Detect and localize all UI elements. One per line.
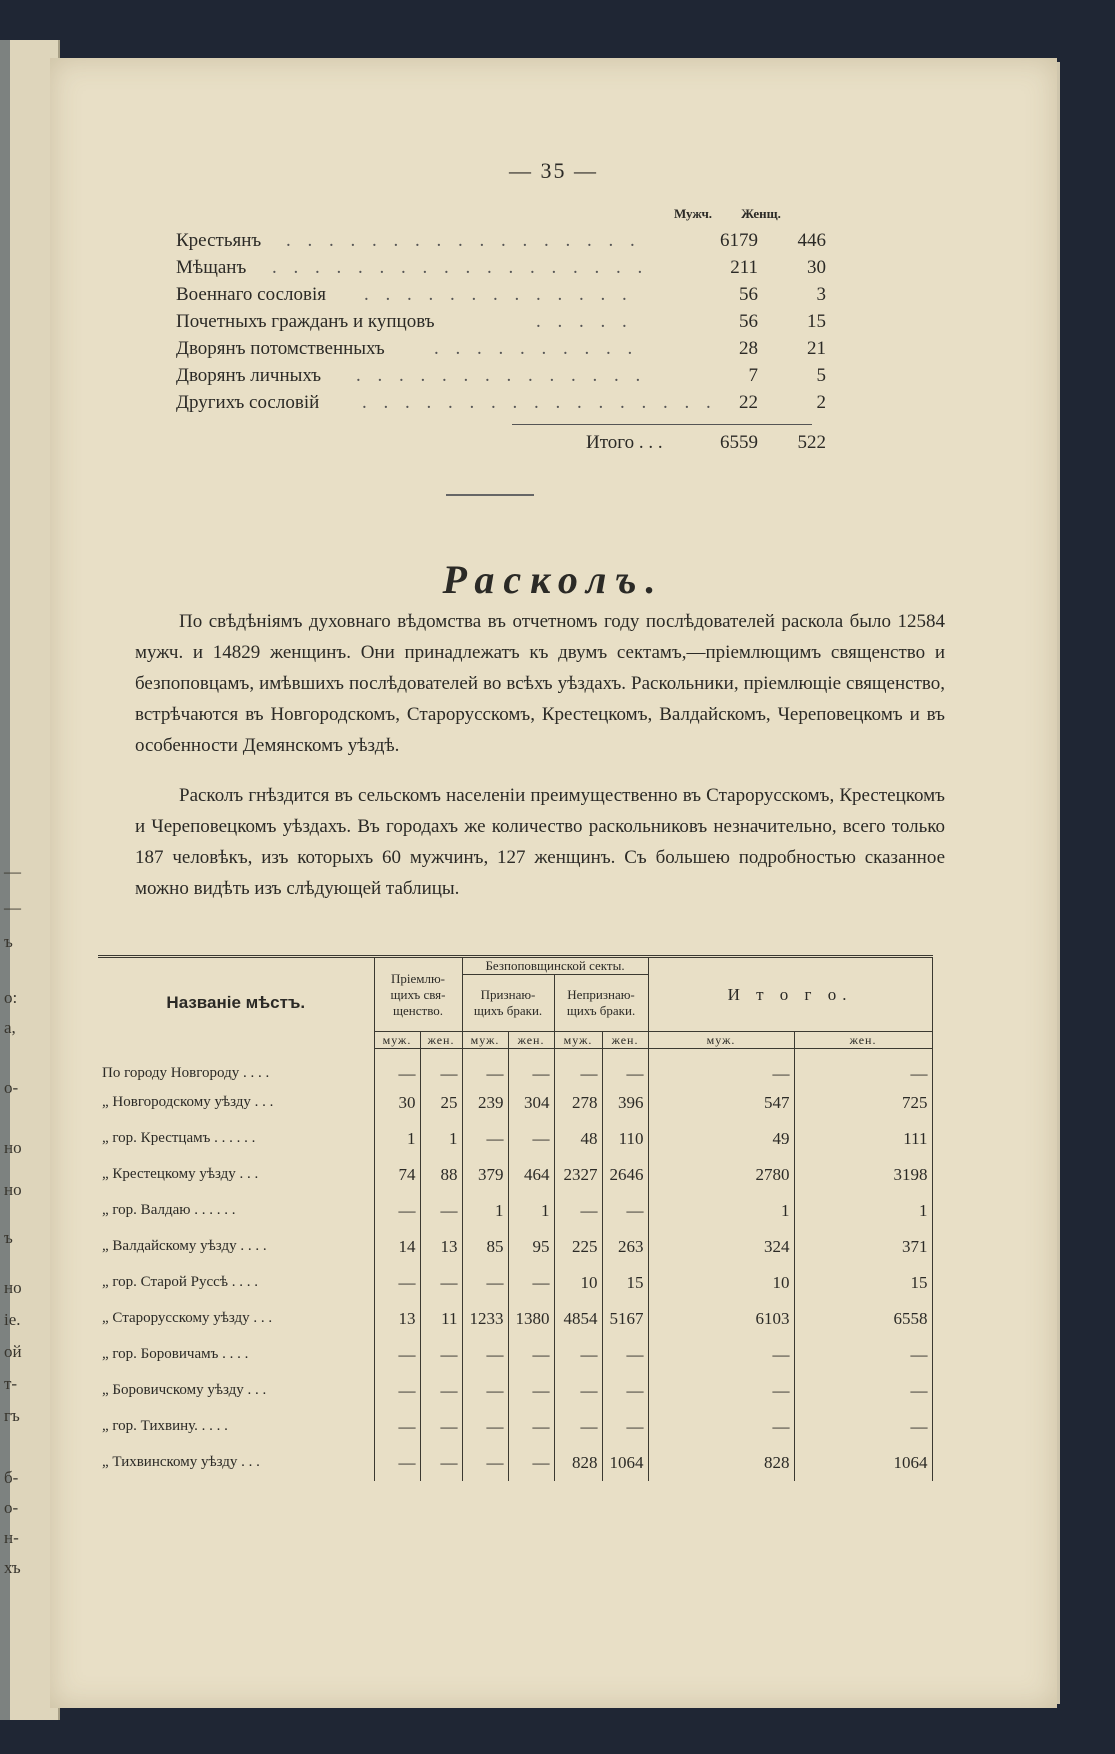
cell-c8: 725 [794,1085,932,1121]
estate-total-row [176,432,866,458]
cell-c1: — [374,1337,420,1373]
cell-c4: — [508,1445,554,1481]
nepriznayu-header: Непризнаю-щихъ браки. [554,975,648,1032]
estate-label: Дворянъ потомственныхъ [176,338,385,359]
estate-men: 211 [730,257,758,278]
cell-c1: 13 [374,1301,420,1337]
cell-c6: — [602,1373,648,1409]
prev-page-fragment: но [4,1138,22,1157]
cell-c6: — [602,1049,648,1085]
cell-c8: 111 [794,1121,932,1157]
place-name: „ гор. Старой Руссѣ . . . . [102,1274,258,1290]
place-name: „ Крестецкому уѣзду . . . [102,1166,259,1182]
col-header-women: Женщ. [741,206,781,221]
prev-page-fragment: б- [4,1468,19,1487]
cell-c3: — [462,1409,508,1445]
col-muzh: муж. [462,1032,508,1049]
cell-c1: 14 [374,1229,420,1265]
table-row [98,1193,932,1229]
cell-c4: 1380 [508,1301,554,1337]
cell-c1: — [374,1049,420,1085]
leader-dots: . . . . . . . . . . . . . . . . . . [272,257,649,278]
prev-page-fragment: гъ [4,1406,20,1425]
cell-c2: 11 [420,1301,462,1337]
itogo-header: И т о г о. [648,957,932,1032]
cell-c3: — [462,1373,508,1409]
cell-c4: — [508,1409,554,1445]
cell-c3: — [462,1445,508,1481]
prev-page-fragment: а, [4,1018,16,1037]
cell-c4: — [508,1337,554,1373]
cell-c7: 1 [648,1193,794,1229]
estate-women: 30 [807,257,826,278]
cell-c2: 88 [420,1157,462,1193]
prev-page-fragment: но [4,1180,22,1199]
cell-c5: — [554,1193,602,1229]
estate-row [176,392,866,418]
cell-c5: 278 [554,1085,602,1121]
col-muzh: муж. [554,1032,602,1049]
total-women: 522 [797,432,826,453]
cell-c2: — [420,1193,462,1229]
cell-c3: — [462,1337,508,1373]
estate-row [176,311,866,337]
estate-row [176,230,866,256]
estate-women: 3 [816,284,826,305]
cell-c2: — [420,1373,462,1409]
prev-page-fragment: н- [4,1528,19,1547]
cell-c8: 6558 [794,1301,932,1337]
cell-c6: — [602,1337,648,1373]
paragraph-2-text: Расколъ гнѣздится въ сельскомъ населеніи преимущественно въ Старорусскомъ, Крестецкомъ и Череповецкомъ уѣздахъ. Въ городахъ же количество раскольниковъ незначительно, всего только 187 человѣкъ, изъ которыхъ 60 мужчинъ, 127 женщинъ. Съ большею подробностью сказанное можно видѣть изъ слѣдующей таблицы. [135,785,945,899]
place-name: „ гор. Валдаю . . . . . . [102,1202,236,1218]
estate-men: 56 [739,311,758,332]
col-muzh: муж. [374,1032,420,1049]
cell-c5: — [554,1337,602,1373]
estate-women: 21 [807,338,826,359]
cell-c6: 110 [602,1121,648,1157]
estate-label: Дворянъ личныхъ [176,365,322,386]
paragraph-1-text: По свѣдѣніямъ духовнаго вѣдомства въ отчетномъ году послѣдователей раскола было 12584 мужч. и 14829 женщинъ. Они принадлежатъ къ двумъ сектамъ,—пріемлющимъ священство и безпоповцамъ, имѣвшихъ послѣдователей во всѣхъ уѣздахъ. Раскольники, пріемлющіе священство, встрѣчаются въ Новгородскомъ, Старорусскомъ, Крестецкомъ, Валдайскомъ, Череповецкомъ и въ особенности Демянскомъ уѣздѣ. [135,611,945,756]
cell-c7: — [648,1409,794,1445]
estate-label: Другихъ сословій [176,392,320,413]
leader-dots: . . . . . . . . . . . . . . . . . [286,230,641,251]
leader-dots: . . . . . . . . . . . . . [364,284,633,305]
estate-women: 15 [807,311,826,332]
place-name: „ Боровичскому уѣзду . . . [102,1382,267,1398]
cell-c2: 25 [420,1085,462,1121]
cell-c4: — [508,1265,554,1301]
cell-c3: 239 [462,1085,508,1121]
estate-label: Мѣщанъ [176,257,247,278]
col-muzh: муж. [648,1032,794,1049]
prev-page-fragment: т- [4,1374,18,1393]
prev-page-fragment: іе. [4,1310,21,1329]
prev-page-fragment: ой [4,1342,22,1361]
cell-c6: 15 [602,1265,648,1301]
cell-c8: 371 [794,1229,932,1265]
cell-c3: 379 [462,1157,508,1193]
cell-c8: — [794,1409,932,1445]
cell-c1: — [374,1373,420,1409]
cell-c5: 828 [554,1445,602,1481]
estate-label: Крестьянъ [176,230,262,251]
estate-label: Военнаго сословія [176,284,326,305]
cell-c7: 828 [648,1445,794,1481]
cell-c7: 10 [648,1265,794,1301]
cell-c7: 6103 [648,1301,794,1337]
leader-dots: . . . . . . . . . . [434,338,639,359]
prev-page-fragment: о: [4,988,18,1007]
cell-c5: 48 [554,1121,602,1157]
cell-c3: 1 [462,1193,508,1229]
col-header-men: Мужч. [673,206,713,221]
table-row [98,1373,932,1409]
cell-c1: 74 [374,1157,420,1193]
cell-c2: 13 [420,1229,462,1265]
cell-c2: — [420,1409,462,1445]
cell-c4: — [508,1049,554,1085]
estate-women: 5 [816,365,826,386]
cell-c7: 547 [648,1085,794,1121]
cell-c7: — [648,1337,794,1373]
estate-men: 56 [739,284,758,305]
leader-dots: . . . . . [536,311,633,332]
table-row [98,1409,932,1445]
estate-row [176,365,866,391]
cell-c6: 5167 [602,1301,648,1337]
col-zhen: жен. [420,1032,462,1049]
priem-header: Пріемлю-щихъ свя-щенство. [374,957,462,1032]
cell-c5: — [554,1409,602,1445]
cell-c8: 1064 [794,1445,932,1481]
cell-c4: — [508,1373,554,1409]
table-row [98,1157,932,1193]
cell-c5: 10 [554,1265,602,1301]
cell-c6: — [602,1409,648,1445]
raskol-table [98,955,933,1481]
leader-dots: . . . . . . . . . . . . . . . . . [362,392,717,413]
paragraph-1 [135,606,945,761]
prev-page-fragment: но [4,1278,22,1297]
col-zhen: жен. [794,1032,932,1049]
cell-c6: — [602,1193,648,1229]
cell-c7: 2780 [648,1157,794,1193]
estate-women: 2 [816,392,826,413]
place-name: „ Валдайскому уѣзду . . . . [102,1238,267,1254]
cell-c3: — [462,1265,508,1301]
prev-page-fragment: о- [4,1498,19,1517]
cell-c8: 15 [794,1265,932,1301]
cell-c4: 1 [508,1193,554,1229]
estate-men: 6179 [720,230,758,251]
cell-c5: — [554,1373,602,1409]
raskol-table-body [98,1049,932,1481]
prev-page-fragment: ъ [4,932,13,951]
prev-page-fragment: о- [4,1078,19,1097]
cell-c8: 1 [794,1193,932,1229]
cell-c8: 3198 [794,1157,932,1193]
cell-c2: — [420,1337,462,1373]
cell-c8: — [794,1049,932,1085]
place-name: „ гор. Тихвину. . . . . [102,1418,228,1434]
cell-c4: 304 [508,1085,554,1121]
cell-c4: 464 [508,1157,554,1193]
cell-c1: — [374,1409,420,1445]
place-header: Названіе мѣстъ. [98,957,374,1049]
section-title: Расколъ. [442,557,665,602]
estate-men: 28 [739,338,758,359]
total-rule [512,424,812,425]
cell-c5: 225 [554,1229,602,1265]
estate-row [176,284,866,310]
page-number: — 35 — [509,158,598,183]
page [50,58,1057,1708]
total-men: 6559 [720,432,758,453]
estate-men: 7 [748,365,758,386]
table-row [98,1049,932,1085]
estate-women: 446 [797,230,826,251]
place-name: По городу Новгороду . . . . [102,1065,270,1081]
estate-label: Почетныхъ гражданъ и купцовъ [176,311,435,332]
table-row [98,1445,932,1481]
cell-c2: — [420,1265,462,1301]
estate-men: 22 [739,392,758,413]
cell-c5: — [554,1049,602,1085]
total-label: Итого . . . [586,432,663,453]
cell-c2: — [420,1445,462,1481]
leader-dots: . . . . . . . . . . . . . . [356,365,647,386]
cell-c3: — [462,1049,508,1085]
table-row [98,1301,932,1337]
cell-c7: 49 [648,1121,794,1157]
col-zhen: жен. [602,1032,648,1049]
table-row [98,1229,932,1265]
table-row [98,1085,932,1121]
place-name: „ Старорусскому уѣзду . . . [102,1310,273,1326]
section-divider [446,494,534,496]
prev-page-fragment: хъ [4,1558,21,1577]
table-row [98,1121,932,1157]
cell-c3: 1233 [462,1301,508,1337]
cell-c1: — [374,1193,420,1229]
priznayu-header: Признаю-щихъ браки. [462,975,554,1032]
cell-c3: — [462,1121,508,1157]
cell-c7: 324 [648,1229,794,1265]
cell-c8: — [794,1337,932,1373]
table-row [98,1337,932,1373]
cell-c1: 30 [374,1085,420,1121]
prev-page-fragment: ъ [4,1228,13,1247]
cell-c5: 4854 [554,1301,602,1337]
place-name: „ гор. Боровичамъ . . . . [102,1346,249,1362]
cell-c6: 263 [602,1229,648,1265]
col-zhen: жен. [508,1032,554,1049]
place-name: „ гор. Крестцамъ . . . . . . [102,1130,256,1146]
prev-page-fragment: — [4,898,21,917]
cell-c6: 2646 [602,1157,648,1193]
bezpop-header: Безпоповщинской секты. [462,957,648,975]
cell-c6: 396 [602,1085,648,1121]
cell-c5: 2327 [554,1157,602,1193]
cell-c4: — [508,1121,554,1157]
prev-page-fragment: — [4,862,21,881]
cell-c1: — [374,1265,420,1301]
estate-row [176,338,866,364]
cell-c2: — [420,1049,462,1085]
estate-row [176,257,866,283]
cell-c7: — [648,1049,794,1085]
cell-c1: 1 [374,1121,420,1157]
place-name: „ Новгородскому уѣзду . . . [102,1094,274,1110]
table-row [98,1265,932,1301]
cell-c7: — [648,1373,794,1409]
cell-c3: 85 [462,1229,508,1265]
cell-c1: — [374,1445,420,1481]
cell-c6: 1064 [602,1445,648,1481]
cell-c8: — [794,1373,932,1409]
place-name: „ Тихвинскому уѣзду . . . [102,1454,260,1470]
cell-c4: 95 [508,1229,554,1265]
paragraph-2 [135,780,945,904]
cell-c2: 1 [420,1121,462,1157]
